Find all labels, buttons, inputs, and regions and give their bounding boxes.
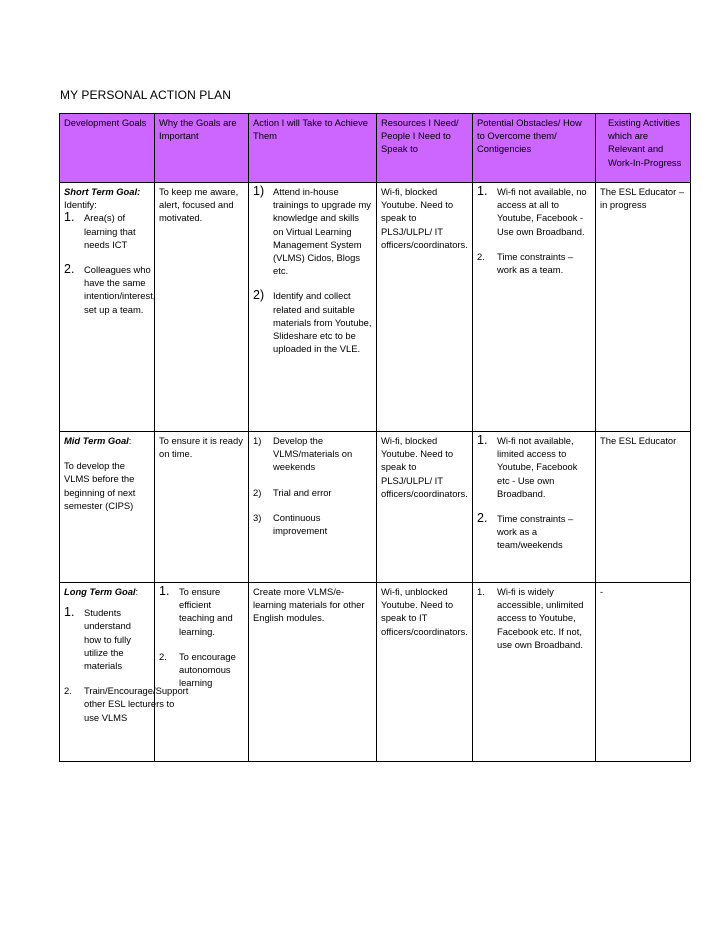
cell-short-term-obstacles — [473, 183, 596, 432]
table-row-mid-term — [60, 432, 691, 583]
list-item: 2. Colleagues who have the same intention/interest, set up a team. — [64, 262, 156, 315]
cell-mid-term-resources: Wi-fi, blocked Youtube. Need to speak to PLSJ/ULPL/ IT officers/coordinators. — [377, 432, 473, 583]
cell-mid-term-goals: Mid Term Goal: To develop the VLMS before the beginning of next semester (CIPS) — [60, 432, 155, 583]
list-item: 1. Students understand how to fully utilize the materials — [64, 605, 131, 672]
list-item: 2. Train/Encourage/Support other ESL lecturers to use VLMS — [64, 685, 189, 723]
list-item: 1. Wi-fi is widely accessible, unlimited access to Youtube, Facebook etc. If not, use own Broadband. — [477, 586, 584, 650]
mid-term-goal-title: Mid Term Goal — [64, 435, 129, 446]
list-item: 1. Area(s) of learning that needs ICT — [64, 210, 136, 250]
list-item: 1) Attend in-house trainings to upgrade my knowledge and skills on Virtual Learning Management System (VLMS) Cidos, Blogs etc. — [253, 184, 371, 277]
header-development-goals: Development Goals — [60, 114, 155, 183]
cell-long-term-resources: Wi-fi, unblocked Youtube. Need to speak to IT officers/coordinators. — [377, 583, 473, 762]
header-resources: Resources I Need/ People I Need to Speak to — [377, 114, 473, 183]
list-item: 2) Trial and error — [253, 486, 332, 498]
list-item: 1. Wi-fi not available, no access at all to Youtube, Facebook - Use own Broadband. — [477, 184, 587, 237]
cell-long-term-obstacles — [473, 583, 596, 762]
mid-term-goal-text: To develop the VLMS before the beginning of next semester (CIPS) — [64, 460, 136, 511]
table-row-long-term — [60, 583, 691, 762]
short-term-goal-title: Short Term Goal: — [64, 186, 141, 197]
header-why-important: Why the Goals are Important — [155, 114, 249, 183]
short-term-lead: Identify: — [64, 199, 97, 211]
list-item: 2) Identify and collect related and suitable materials from Youtube, Slideshare etc to be uploaded in the VLE. — [253, 288, 372, 355]
cell-long-term-action: Create more VLMS/e-learning materials for other English modules. — [249, 583, 377, 762]
cell-long-term-goals: Long Term Goal: 1. Students understand how to fully utilize the materials 2. Train/Encourage/Support other ESL lecturers to use VLMS — [60, 583, 155, 762]
action-plan-table — [59, 113, 691, 762]
list-item: 1. Wi-fi not available, limited access to Youtube, Facebook etc - Use own Broadband. — [477, 433, 578, 499]
cell-long-term-why — [155, 583, 249, 762]
long-term-goal-title: Long Term Goal — [64, 586, 136, 597]
cell-mid-term-obstacles — [473, 432, 596, 583]
list-item: 1) Develop the VLMS/materials on weekends — [253, 435, 353, 473]
short-term-goal-list — [64, 210, 156, 315]
list-item: 2. Time constraints – work as a team/weekends — [477, 511, 574, 551]
cell-short-term-why: To keep me aware, alert, focused and motivated. — [155, 183, 249, 432]
cell-short-term-goals — [60, 183, 155, 432]
header-obstacles: Potential Obstacles/ How to Overcome them/ Contigencies — [473, 114, 596, 183]
list-item: 3) Continuous improvement — [253, 511, 328, 537]
cell-short-term-resources: Wi-fi, blocked Youtube. Need to speak to PLSJ/ULPL/ IT officers/coordinators. — [377, 183, 473, 432]
list-item: 1. To ensure efficient teaching and learning. — [159, 584, 233, 637]
header-actions: Action I will Take to Achieve Them — [249, 114, 377, 183]
cell-long-term-existing: - — [596, 583, 691, 762]
cell-mid-term-why: To ensure it is ready on time. — [155, 432, 249, 583]
cell-short-term-actions — [249, 183, 377, 432]
page-title: MY PERSONAL ACTION PLAN — [60, 88, 232, 102]
header-existing-activities: Existing Activities which are Relevant and Work-In-Progress — [596, 114, 691, 183]
table-row-short-term — [60, 183, 691, 432]
cell-mid-term-actions — [249, 432, 377, 583]
cell-short-term-existing: The ESL Educator – in progress — [596, 183, 691, 432]
table-header-row — [60, 114, 691, 183]
list-item: 2. Time constraints – work as a team. — [477, 250, 574, 276]
list-item: 2. To encourage autonomous learning — [159, 650, 236, 689]
cell-mid-term-existing: The ESL Educator — [596, 432, 691, 583]
